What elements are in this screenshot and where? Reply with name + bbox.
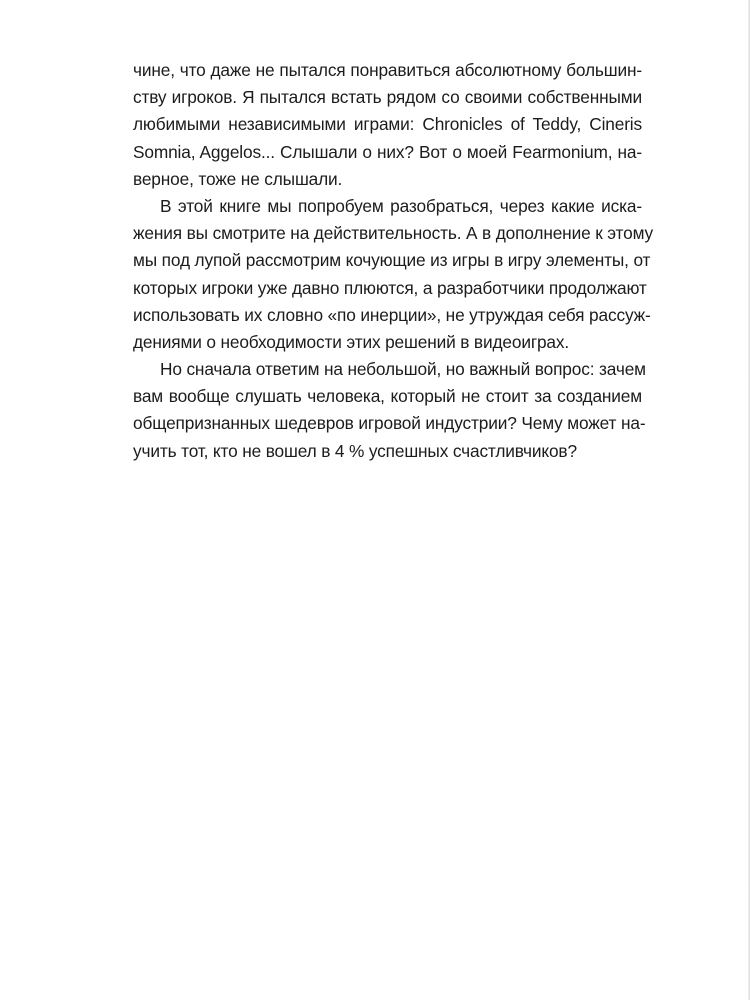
text-line: мы под лупой рассмотрим кочующие из игры в игру элементы, от <box>133 250 651 271</box>
text-line: дениями о необходимости этих решений в видеоиграх. <box>133 331 570 352</box>
text-line: Somnia, Aggelos... Слышали о них? Вот о моей Fearmonium, на- <box>133 141 642 162</box>
body-text <box>133 57 653 465</box>
text-line: жения вы смотрите на действительность. А в дополнение к этому <box>133 223 653 244</box>
text-line: чине, что даже не пытался понравиться абсолютному большин- <box>133 60 642 80</box>
text-line: учить тот, кто не вошел в 4 % успешных счастливчиков? <box>133 440 577 461</box>
text-line: вам вообще слушать человека, который не стоит за созданием <box>133 386 642 407</box>
text-line: верное, тоже не слышали. <box>133 168 343 189</box>
text-line: В этой книге мы попробуем разобраться, через какие иска- <box>160 195 642 216</box>
paragraph-3 <box>133 356 646 465</box>
paragraph-1 <box>133 57 642 193</box>
text-line: которых игроки уже давно плюются, а разработчики продолжают <box>133 277 647 298</box>
text-line: ству игроков. Я пытался встать рядом со своими собственными <box>133 87 642 108</box>
text-line: использовать их словно «по инерции», не утруждая себя рассуж- <box>133 304 651 325</box>
text-line: любимыми независимыми играми: Chronicles of Teddy, Cineris <box>133 114 642 135</box>
text-line: Но сначала ответим на небольшой, но важный вопрос: зачем <box>160 359 646 380</box>
paragraph-2 <box>133 193 653 356</box>
text-line: общепризнанных шедевров игровой индустрии? Чему может на- <box>133 413 646 434</box>
